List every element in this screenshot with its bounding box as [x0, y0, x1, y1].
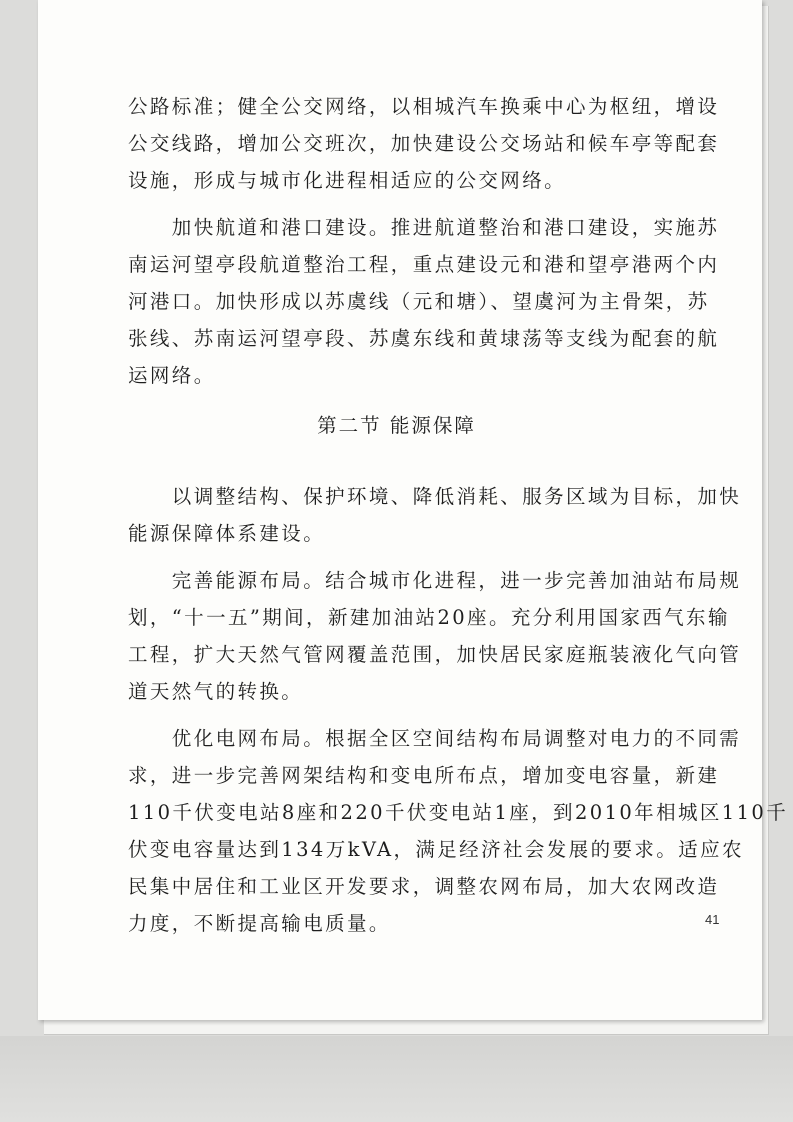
text-line: 伏变电容量达到134万kVA，满足经济社会发展的要求。适应农 [128, 838, 744, 861]
text-line: 公交线路，增加公交班次，加快建设公交场站和候车亭等配套 [128, 132, 720, 155]
text-line: 完善能源布局。结合城市化进程，进一步完善加油站布局规 [128, 569, 742, 592]
text-line: 道天然气的转换。 [128, 680, 304, 703]
text-line: 优化电网布局。根据全区空间结构布局调整对电力的不同需 [128, 727, 742, 750]
text-line: 力度，不断提高输电质量。 [128, 912, 391, 935]
section-heading: 第二节 能源保障 [317, 414, 476, 437]
text-line: 张线、苏南运河望亭段、苏虞东线和黄埭荡等支线为配套的航 [128, 327, 720, 350]
text-line: 设施，形成与城市化进程相适应的公交网络。 [128, 169, 567, 192]
text-line: 能源保障体系建设。 [128, 522, 326, 545]
text-line: 工程，扩大天然气管网覆盖范围，加快居民家庭瓶装液化气向管 [128, 643, 742, 666]
text-line: 以调整结构、保护环境、降低消耗、服务区域为目标，加快 [128, 485, 742, 508]
text-line: 划，“十一五”期间，新建加油站20座。充分利用国家西气东输 [128, 606, 730, 629]
text-line: 110千伏变电站8座和220千伏变电站1座，到2010年相城区110千 [128, 801, 789, 824]
text-line: 求，进一步完善网架结构和变电所布点，增加变电容量，新建 [128, 764, 720, 787]
text-line: 民集中居住和工业区开发要求，调整农网布局，加大农网改造 [128, 875, 720, 898]
text-line: 加快航道和港口建设。推进航道整治和港口建设，实施苏 [128, 216, 720, 239]
text-block-1 [128, 88, 720, 394]
text-line: 公路标准；健全公交网络，以相城汽车换乘中心为枢纽，增设 [128, 95, 720, 118]
text-line: 河港口。加快形成以苏虞线（元和塘）、望虞河为主骨架，苏 [128, 290, 710, 313]
scanner-background [0, 1036, 793, 1122]
text-line: 南运河望亭段航道整治工程，重点建设元和港和望亭港两个内 [128, 253, 720, 276]
text-line: 运网络。 [128, 364, 216, 387]
page-number: 41 [705, 912, 720, 927]
